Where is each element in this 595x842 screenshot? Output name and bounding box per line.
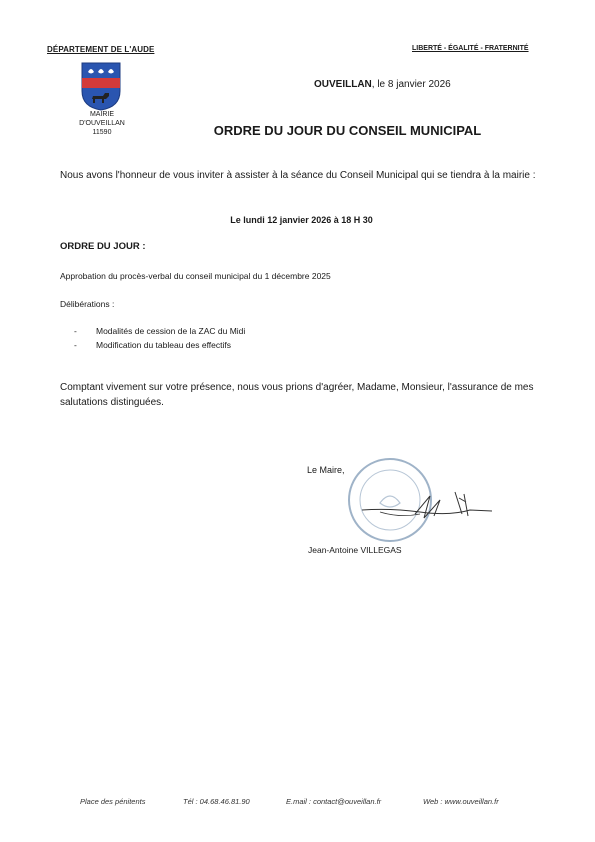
footer-phone: Tél : 04.68.46.81.90 [183,797,250,806]
list-item [74,324,245,338]
handwritten-signature-icon [360,488,495,524]
signatory-role: Le Maire, [307,465,345,475]
deliberations-list [74,324,245,352]
list-bullet: - [74,326,77,336]
list-bullet: - [74,340,77,350]
department-label: DÉPARTEMENT DE L'AUDE [47,45,155,54]
document-title: ORDRE DU JOUR DU CONSEIL MUNICIPAL [213,123,482,138]
footer-website[interactable]: Web : www.ouveillan.fr [423,797,499,806]
town-name: OUVEILLAN [314,79,372,90]
list-item-text: Modalités de cession de la ZAC du Midi [96,326,246,336]
signatory-name: Jean-Antoine VILLEGAS [308,545,402,555]
footer-address: Place des pénitents [80,797,146,806]
list-item [74,338,245,352]
list-item-text: Modification du tableau des effectifs [96,340,231,350]
closing-paragraph: Comptant vivement sur votre présence, nous vous prions d'agréer, Madame, Monsieur, l'assurance de mes salutations distinguées. [60,382,534,408]
mairie-line: D'OUVEILLAN [79,120,125,127]
place-date [314,79,451,90]
mairie-line: MAIRIE [89,111,115,118]
letter-date: , le 8 janvier 2026 [371,79,451,90]
meeting-date: Le lundi 12 janvier 2026 à 18 H 30 [230,215,373,225]
deliberations-heading: Délibérations : [60,299,115,309]
mairie-line: 11590 [92,129,112,136]
footer-email[interactable]: E.mail : contact@ouveillan.fr [286,797,382,806]
coat-of-arms-icon [80,61,122,111]
invitation-paragraph: Nous avons l'honneur de vous inviter à assister à la séance du Conseil Municipal qui se tiendra à la mairie : [60,170,536,181]
republic-motto: LIBERTÉ - ÉGALITÉ - FRATERNITÉ [412,45,529,52]
agenda-heading: ORDRE DU JOUR : [60,241,146,252]
agenda-approval: Approbation du procès-verbal du conseil municipal du 1 décembre 2025 [60,271,331,281]
